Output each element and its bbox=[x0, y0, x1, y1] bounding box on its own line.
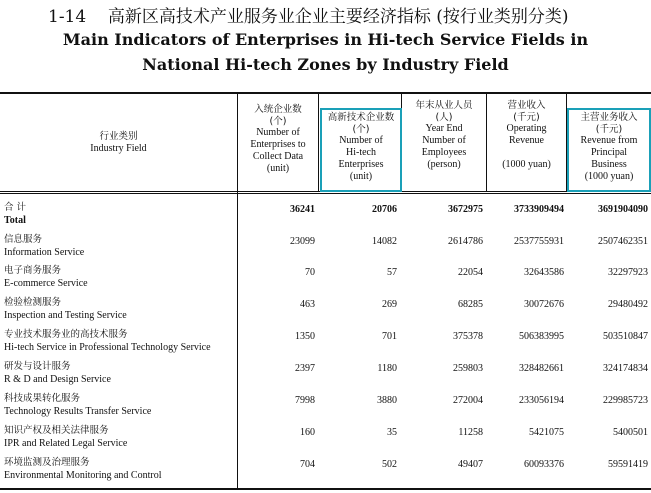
cell-value: 32297923 bbox=[608, 267, 648, 278]
header-hitech-en-2: Hi-tech bbox=[346, 147, 376, 158]
cell-value: 503510847 bbox=[603, 331, 648, 342]
header-operating-revenue-cn: 营业收入 bbox=[507, 100, 546, 111]
row-label-cn: 信息服务 bbox=[4, 234, 43, 245]
table-title-cn bbox=[48, 2, 648, 27]
header-employees-cn: 年末从业人员 bbox=[415, 100, 473, 111]
row-label-cn: 专业技术服务业的高技术服务 bbox=[4, 329, 128, 340]
row-label-cn: 科技成果转化服务 bbox=[4, 393, 81, 404]
header-enterprises-en-2: Enterprises to bbox=[250, 139, 306, 150]
header-principal-revenue-cn: 主营业务收入 bbox=[580, 112, 638, 123]
header-principal-revenue-en-1: Revenue from bbox=[580, 135, 638, 146]
cell-value: 3672975 bbox=[448, 204, 483, 215]
cell-value: 70 bbox=[305, 267, 315, 278]
cell-value: 233056194 bbox=[519, 395, 564, 406]
header-category bbox=[0, 131, 237, 155]
cell-value: 49407 bbox=[458, 459, 483, 470]
row-label-en: Environmental Monitoring and Control bbox=[4, 470, 162, 481]
cell-value: 229985723 bbox=[603, 395, 648, 406]
row-label-en: R & D and Design Service bbox=[4, 374, 111, 385]
table-title-en-line1: Main Indicators of Enterprises in Hi-tech Service Fields in bbox=[62, 30, 589, 49]
cell-value: 1180 bbox=[377, 363, 397, 374]
header-employees-en-3: Employees bbox=[421, 147, 467, 158]
cell-value: 11258 bbox=[458, 427, 483, 438]
header-hitech-cn: 高新技术企业数 bbox=[327, 112, 395, 123]
cell-value: 704 bbox=[300, 459, 315, 470]
row-label-en: Total bbox=[4, 215, 26, 226]
row-label-en: E-commerce Service bbox=[4, 278, 88, 289]
col-separator-2 bbox=[318, 92, 319, 192]
cell-value: 30072676 bbox=[524, 299, 564, 310]
table-top-rule bbox=[0, 92, 651, 94]
cell-value: 2507462351 bbox=[598, 236, 648, 247]
header-enterprises-en-3: Collect Data bbox=[252, 151, 304, 162]
cell-value: 269 bbox=[382, 299, 397, 310]
table-title-cn-text: 高新区高技术产业服务业企业主要经济指标 (按行业类别分类) bbox=[107, 7, 569, 27]
header-hitech bbox=[320, 112, 402, 183]
cell-value: 3880 bbox=[377, 395, 397, 406]
cell-value: 272004 bbox=[453, 395, 483, 406]
header-principal-revenue bbox=[569, 112, 649, 183]
header-employees-en-4: (person) bbox=[427, 159, 461, 170]
cell-value: 22054 bbox=[458, 267, 483, 278]
cell-value: 7998 bbox=[295, 395, 315, 406]
row-label-cn: 电子商务服务 bbox=[4, 265, 62, 276]
cell-value: 502 bbox=[382, 459, 397, 470]
header-operating-revenue bbox=[487, 100, 566, 171]
row-label-cn: 检验检测服务 bbox=[4, 297, 62, 308]
header-employees-en-2: Number of bbox=[422, 135, 466, 146]
cell-value: 1350 bbox=[295, 331, 315, 342]
cell-value: 2537755931 bbox=[514, 236, 564, 247]
header-employees-unit-cn: (人) bbox=[435, 111, 453, 123]
header-operating-revenue-en-4: (1000 yuan) bbox=[502, 159, 551, 170]
row-label-en: Information Service bbox=[4, 247, 85, 258]
cell-value: 14082 bbox=[372, 236, 397, 247]
cell-value: 59591419 bbox=[608, 459, 648, 470]
cell-value: 5400501 bbox=[613, 427, 648, 438]
cell-value: 68285 bbox=[458, 299, 483, 310]
cell-value: 5421075 bbox=[529, 427, 564, 438]
cell-value: 375378 bbox=[453, 331, 483, 342]
row-label-en: Technology Results Transfer Service bbox=[4, 406, 152, 417]
header-employees-en-1: Year End bbox=[425, 123, 463, 134]
cell-value: 3733909494 bbox=[514, 204, 564, 215]
row-label-cn: 合 计 bbox=[4, 202, 27, 213]
header-bottom-rule-2 bbox=[0, 193, 651, 194]
header-principal-revenue-en-3: Business bbox=[591, 159, 627, 170]
header-enterprises-cn: 入统企业数 bbox=[254, 104, 302, 115]
cell-value: 2397 bbox=[295, 363, 315, 374]
cell-value: 259803 bbox=[453, 363, 483, 374]
header-enterprises-en-1: Number of bbox=[256, 127, 300, 138]
cell-value: 506383995 bbox=[519, 331, 564, 342]
row-label-cn: 研发与设计服务 bbox=[4, 361, 71, 372]
cell-value: 29480492 bbox=[608, 299, 648, 310]
cell-value: 57 bbox=[387, 267, 397, 278]
header-enterprises bbox=[238, 104, 318, 175]
cell-value: 160 bbox=[300, 427, 315, 438]
header-employees bbox=[402, 100, 486, 171]
header-hitech-en-1: Number of bbox=[339, 135, 383, 146]
row-label-en: IPR and Related Legal Service bbox=[4, 438, 128, 449]
cell-value: 23099 bbox=[290, 236, 315, 247]
header-principal-revenue-unit-cn: (千元) bbox=[595, 123, 623, 135]
cell-value: 3691904090 bbox=[598, 204, 648, 215]
header-hitech-en-4: (unit) bbox=[349, 171, 373, 182]
table-bottom-rule bbox=[0, 488, 651, 490]
cell-value: 701 bbox=[382, 331, 397, 342]
cell-value: 324174834 bbox=[603, 363, 648, 374]
cell-value: 2614786 bbox=[448, 236, 483, 247]
row-label-en: Hi-tech Service in Professional Technology Service bbox=[4, 342, 211, 353]
row-label-en: Inspection and Testing Service bbox=[4, 310, 127, 321]
cell-value: 35 bbox=[387, 427, 397, 438]
header-operating-revenue-en-2: Revenue bbox=[509, 135, 544, 146]
cell-value: 60093376 bbox=[524, 459, 564, 470]
header-category-cn: 行业类别 bbox=[99, 131, 138, 142]
header-operating-revenue-en-1: Operating bbox=[506, 123, 547, 134]
table-title-en-line2: National Hi-tech Zones by Industry Field bbox=[142, 55, 509, 74]
cell-value: 32643586 bbox=[524, 267, 564, 278]
header-enterprises-en-4: (unit) bbox=[266, 163, 290, 174]
cell-value: 328482661 bbox=[519, 363, 564, 374]
row-label-cn: 知识产权及相关法律服务 bbox=[4, 425, 109, 436]
cell-value: 20706 bbox=[372, 204, 397, 215]
cell-value: 36241 bbox=[290, 204, 315, 215]
header-operating-revenue-unit-cn: (千元) bbox=[513, 111, 540, 123]
header-category-en: Industry Field bbox=[90, 142, 147, 154]
row-label-cn: 环境监测及治理服务 bbox=[4, 457, 90, 468]
cell-value: 463 bbox=[300, 299, 315, 310]
header-principal-revenue-en-4: (1000 yuan) bbox=[584, 171, 634, 182]
header-operating-revenue-en-3 bbox=[487, 147, 566, 159]
header-principal-revenue-en-2: Principal bbox=[590, 147, 628, 158]
header-hitech-unit-cn: (个) bbox=[352, 123, 370, 135]
header-hitech-en-3: Enterprises bbox=[338, 159, 384, 170]
table-number: 1-14 bbox=[48, 7, 87, 27]
header-enterprises-unit-cn: (个) bbox=[269, 115, 287, 127]
